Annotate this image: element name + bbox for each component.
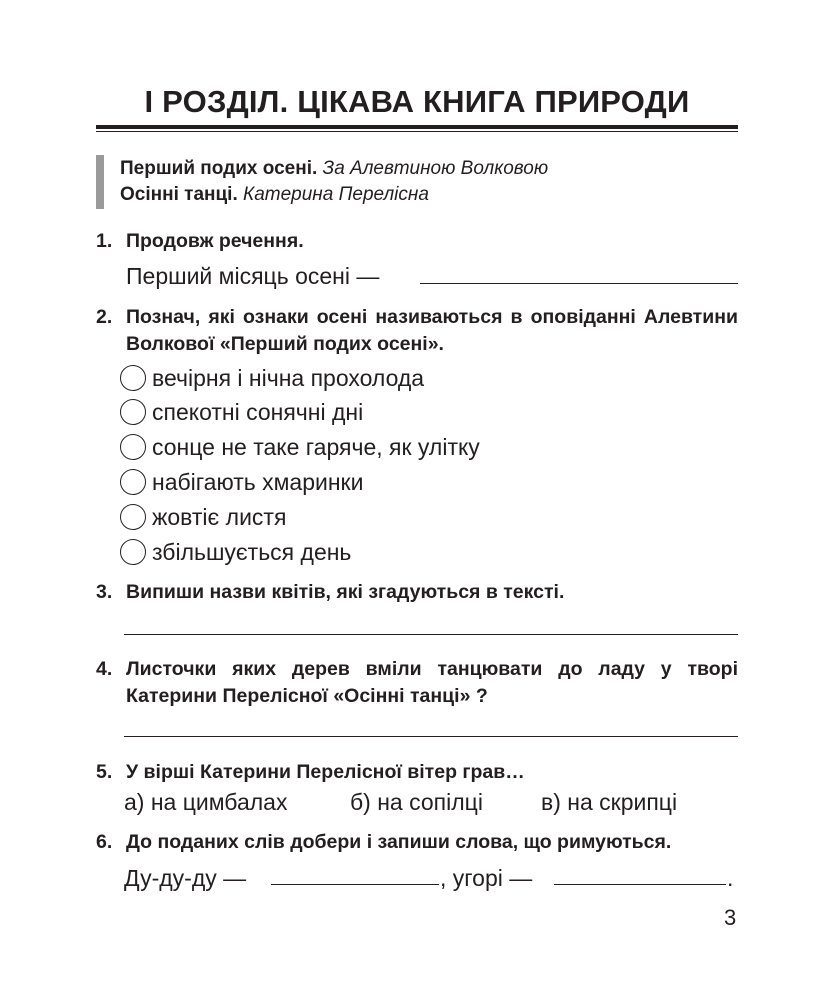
source-work-1: Перший подих осені. (120, 158, 318, 179)
option-5-label: жовтіє листя (152, 504, 287, 530)
section-title: І РОЗДІЛ. ЦІКАВА КНИГА ПРИРОДИ (144, 84, 690, 119)
option-3-label: сонце не таке гаряче, як улітку (152, 434, 480, 460)
question-4-answer-line[interactable] (124, 736, 738, 737)
question-5-text: У вірші Катерини Перелісної вітер грав… (126, 761, 525, 783)
question-1-text: Продовж речення. (126, 230, 304, 252)
question-1 (96, 228, 304, 254)
rhyme-end-period: . (727, 865, 734, 891)
option-2-label: спекотні сонячні дні (152, 399, 364, 425)
source-line-1 (120, 156, 548, 182)
question-2-text: Познач, які ознаки осені називаються в оповіданні Алевтини Волкової «Перший подих осені». (126, 306, 738, 355)
question-1-prompt: Перший місяць осені — (126, 263, 380, 289)
question-2 (96, 304, 738, 358)
choice-b[interactable]: б) на сопілці (350, 789, 483, 815)
question-3 (96, 579, 564, 605)
question-3-text: Випиши назви квітів, які згадуються в тексті. (126, 581, 565, 603)
option-2[interactable] (120, 397, 363, 427)
option-1-circle[interactable] (120, 365, 146, 391)
choice-a[interactable]: а) на цимбалах (124, 789, 288, 815)
source-author-2: Катерина Перелісна (243, 184, 429, 205)
source-work-2: Осінні танці. (120, 184, 238, 205)
question-5-number: 5. (96, 761, 113, 783)
option-3-circle[interactable] (120, 434, 146, 460)
option-2-circle[interactable] (120, 399, 146, 425)
question-6-number: 6. (96, 831, 113, 853)
option-5[interactable] (120, 502, 286, 532)
page-number: 3 (724, 905, 737, 930)
question-3-number: 3. (96, 581, 113, 603)
option-4[interactable] (120, 467, 363, 497)
question-5 (96, 759, 525, 785)
option-6-label: збільшується день (152, 539, 352, 565)
source-bar (96, 155, 104, 209)
question-4 (96, 656, 738, 710)
option-4-label: набігають хмаринки (152, 469, 364, 495)
question-4-text: Листочки яких дерев вміли танцювати до ладу у творі Катерини Перелісної «Осінні танці» ? (126, 658, 738, 707)
option-3[interactable] (120, 432, 480, 462)
rhyme-word-1: Ду-ду-ду — (124, 865, 247, 891)
question-1-answer-line[interactable] (420, 283, 738, 284)
question-2-number: 2. (96, 306, 113, 328)
option-6[interactable] (120, 537, 351, 567)
rhyme-answer-line-2[interactable] (554, 884, 726, 885)
question-6-text: До поданих слів добери і запиши слова, що римуються. (126, 831, 672, 853)
rhyme-word-2: , угорі — (440, 865, 533, 891)
source-line-2 (120, 182, 429, 208)
option-6-circle[interactable] (120, 539, 146, 565)
question-6 (96, 829, 671, 855)
option-5-circle[interactable] (120, 504, 146, 530)
rhyme-answer-line-1[interactable] (271, 884, 439, 885)
option-1[interactable] (120, 363, 424, 393)
source-author-1: За Алевтиною Волковою (322, 158, 549, 179)
title-rule-thick (96, 125, 738, 129)
question-4-number: 4. (96, 658, 113, 680)
question-3-answer-line[interactable] (124, 634, 738, 635)
option-1-label: вечірня і нічна прохолода (152, 365, 425, 391)
title-rule-thin (96, 131, 738, 132)
option-4-circle[interactable] (120, 469, 146, 495)
choice-c[interactable]: в) на скрипці (541, 789, 678, 815)
question-1-number: 1. (96, 230, 113, 252)
